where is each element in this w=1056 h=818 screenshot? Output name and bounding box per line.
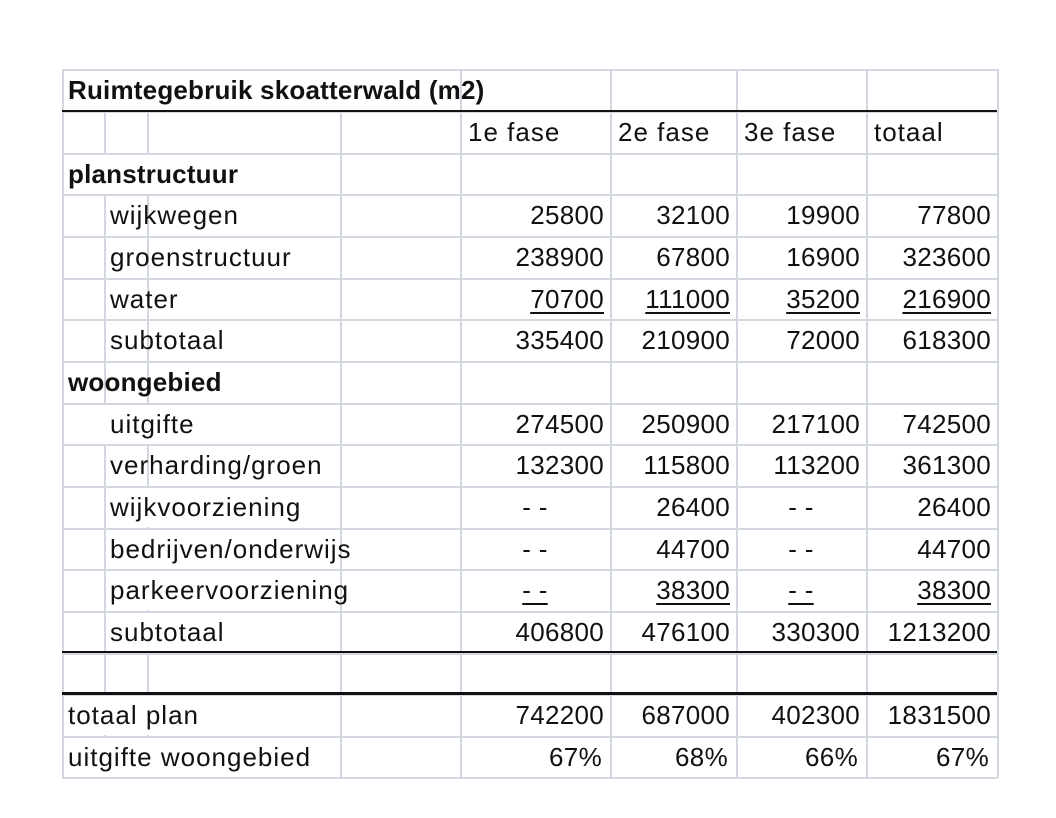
grid-row-line <box>62 653 997 655</box>
section-heading: woongebied <box>68 367 222 397</box>
grid-row-line <box>62 319 997 321</box>
row-label: subtotaal <box>110 617 225 647</box>
column-header: 1e fase <box>468 117 561 147</box>
cell-value: 250900 <box>641 409 730 439</box>
cell-value: 476100 <box>641 617 730 647</box>
cell-value: 361300 <box>902 450 991 480</box>
row-label: uitgifte <box>110 409 195 439</box>
footer-label: uitgifte woongebied <box>68 742 312 772</box>
cell-value: 26400 <box>656 492 730 522</box>
cell-value: 113200 <box>773 450 860 480</box>
grid-row-line <box>62 777 997 779</box>
row-label: bedrijven/onderwijs <box>110 534 352 564</box>
cell-value-text: - - <box>788 575 814 605</box>
cell-value: 19900 <box>786 200 860 230</box>
cell-value: - - <box>788 492 814 522</box>
cell-value: - - <box>522 534 548 564</box>
cell-value: 217100 <box>771 409 860 439</box>
cell-value-text: 35200 <box>786 284 860 314</box>
footer-value: 67% <box>936 742 989 772</box>
cell-value: 44700 <box>917 534 991 564</box>
border-total-top <box>62 651 997 653</box>
cell-value <box>610 284 730 314</box>
footer-value: 68% <box>675 742 728 772</box>
border-total-bottom <box>62 692 997 695</box>
grid-row-line <box>62 236 997 238</box>
total-value: 687000 <box>641 700 730 730</box>
grid-row-line <box>62 361 997 363</box>
column-header: 2e fase <box>618 117 711 147</box>
cell-value: 406800 <box>515 617 604 647</box>
cell-value-text: 111000 <box>645 284 730 314</box>
cell-value: 1213200 <box>887 617 991 647</box>
grid-row-line <box>62 444 997 446</box>
total-value: 402300 <box>771 700 860 730</box>
footer-value: 67% <box>549 742 602 772</box>
cell-value: - - <box>788 534 814 564</box>
cell-value <box>866 284 991 314</box>
cell-value: 16900 <box>786 242 860 272</box>
cell-value: - - <box>522 492 548 522</box>
cell-value: 132300 <box>515 450 604 480</box>
cell-value: 44700 <box>656 534 730 564</box>
cell-value-text: 38300 <box>656 575 730 605</box>
column-header: 3e fase <box>744 117 837 147</box>
row-label: parkeervoorziening <box>110 575 350 605</box>
column-header: totaal <box>874 117 944 147</box>
row-label: subtotaal <box>110 325 225 355</box>
cell-value <box>460 284 604 314</box>
cell-value: 115800 <box>643 450 730 480</box>
cell-value <box>610 575 730 605</box>
cell-value: 32100 <box>656 200 730 230</box>
cell-value: 323600 <box>902 242 991 272</box>
cell-value: 77800 <box>917 200 991 230</box>
cell-value: 25800 <box>530 200 604 230</box>
cell-value: 238900 <box>515 242 604 272</box>
grid-col-line <box>997 69 999 778</box>
cell-value <box>866 575 991 605</box>
cell-value: 330300 <box>771 617 860 647</box>
cell-value: 210900 <box>641 325 730 355</box>
section-heading: planstructuur <box>68 159 239 189</box>
cell-value-text: 216900 <box>902 284 991 314</box>
cell-merge <box>64 405 340 444</box>
cell-value-text: 70700 <box>530 284 604 314</box>
cell-value: 274500 <box>515 409 604 439</box>
footer-value: 66% <box>805 742 858 772</box>
grid-row-line <box>62 278 997 280</box>
grid-col-line <box>340 69 342 778</box>
total-value: 742200 <box>515 700 604 730</box>
spreadsheet-table <box>62 69 997 778</box>
cell-value-text: 38300 <box>917 575 991 605</box>
cell-merge <box>106 655 147 694</box>
cell-value: 72000 <box>786 325 860 355</box>
cell-value: 26400 <box>917 492 991 522</box>
table-title: Ruimtegebruik skoatterwald (m2) <box>68 75 485 105</box>
row-label: wijkvoorziening <box>110 492 302 522</box>
cell-value: 335400 <box>515 325 604 355</box>
row-label: wijkwegen <box>110 200 239 230</box>
cell-value: 618300 <box>902 325 991 355</box>
grid-row-line <box>62 194 997 196</box>
row-label: verharding/groen <box>110 450 323 480</box>
cell-value-text: - - <box>522 575 548 605</box>
cell-value: 742500 <box>902 409 991 439</box>
cell-value <box>736 284 860 314</box>
cell-value: 67800 <box>656 242 730 272</box>
total-value: 1831500 <box>887 700 991 730</box>
row-label: groenstructuur <box>110 242 292 272</box>
cell-value <box>460 575 610 605</box>
border-title <box>62 110 997 112</box>
total-label: totaal plan <box>68 700 199 730</box>
row-label: water <box>110 284 179 314</box>
cell-value <box>736 575 866 605</box>
